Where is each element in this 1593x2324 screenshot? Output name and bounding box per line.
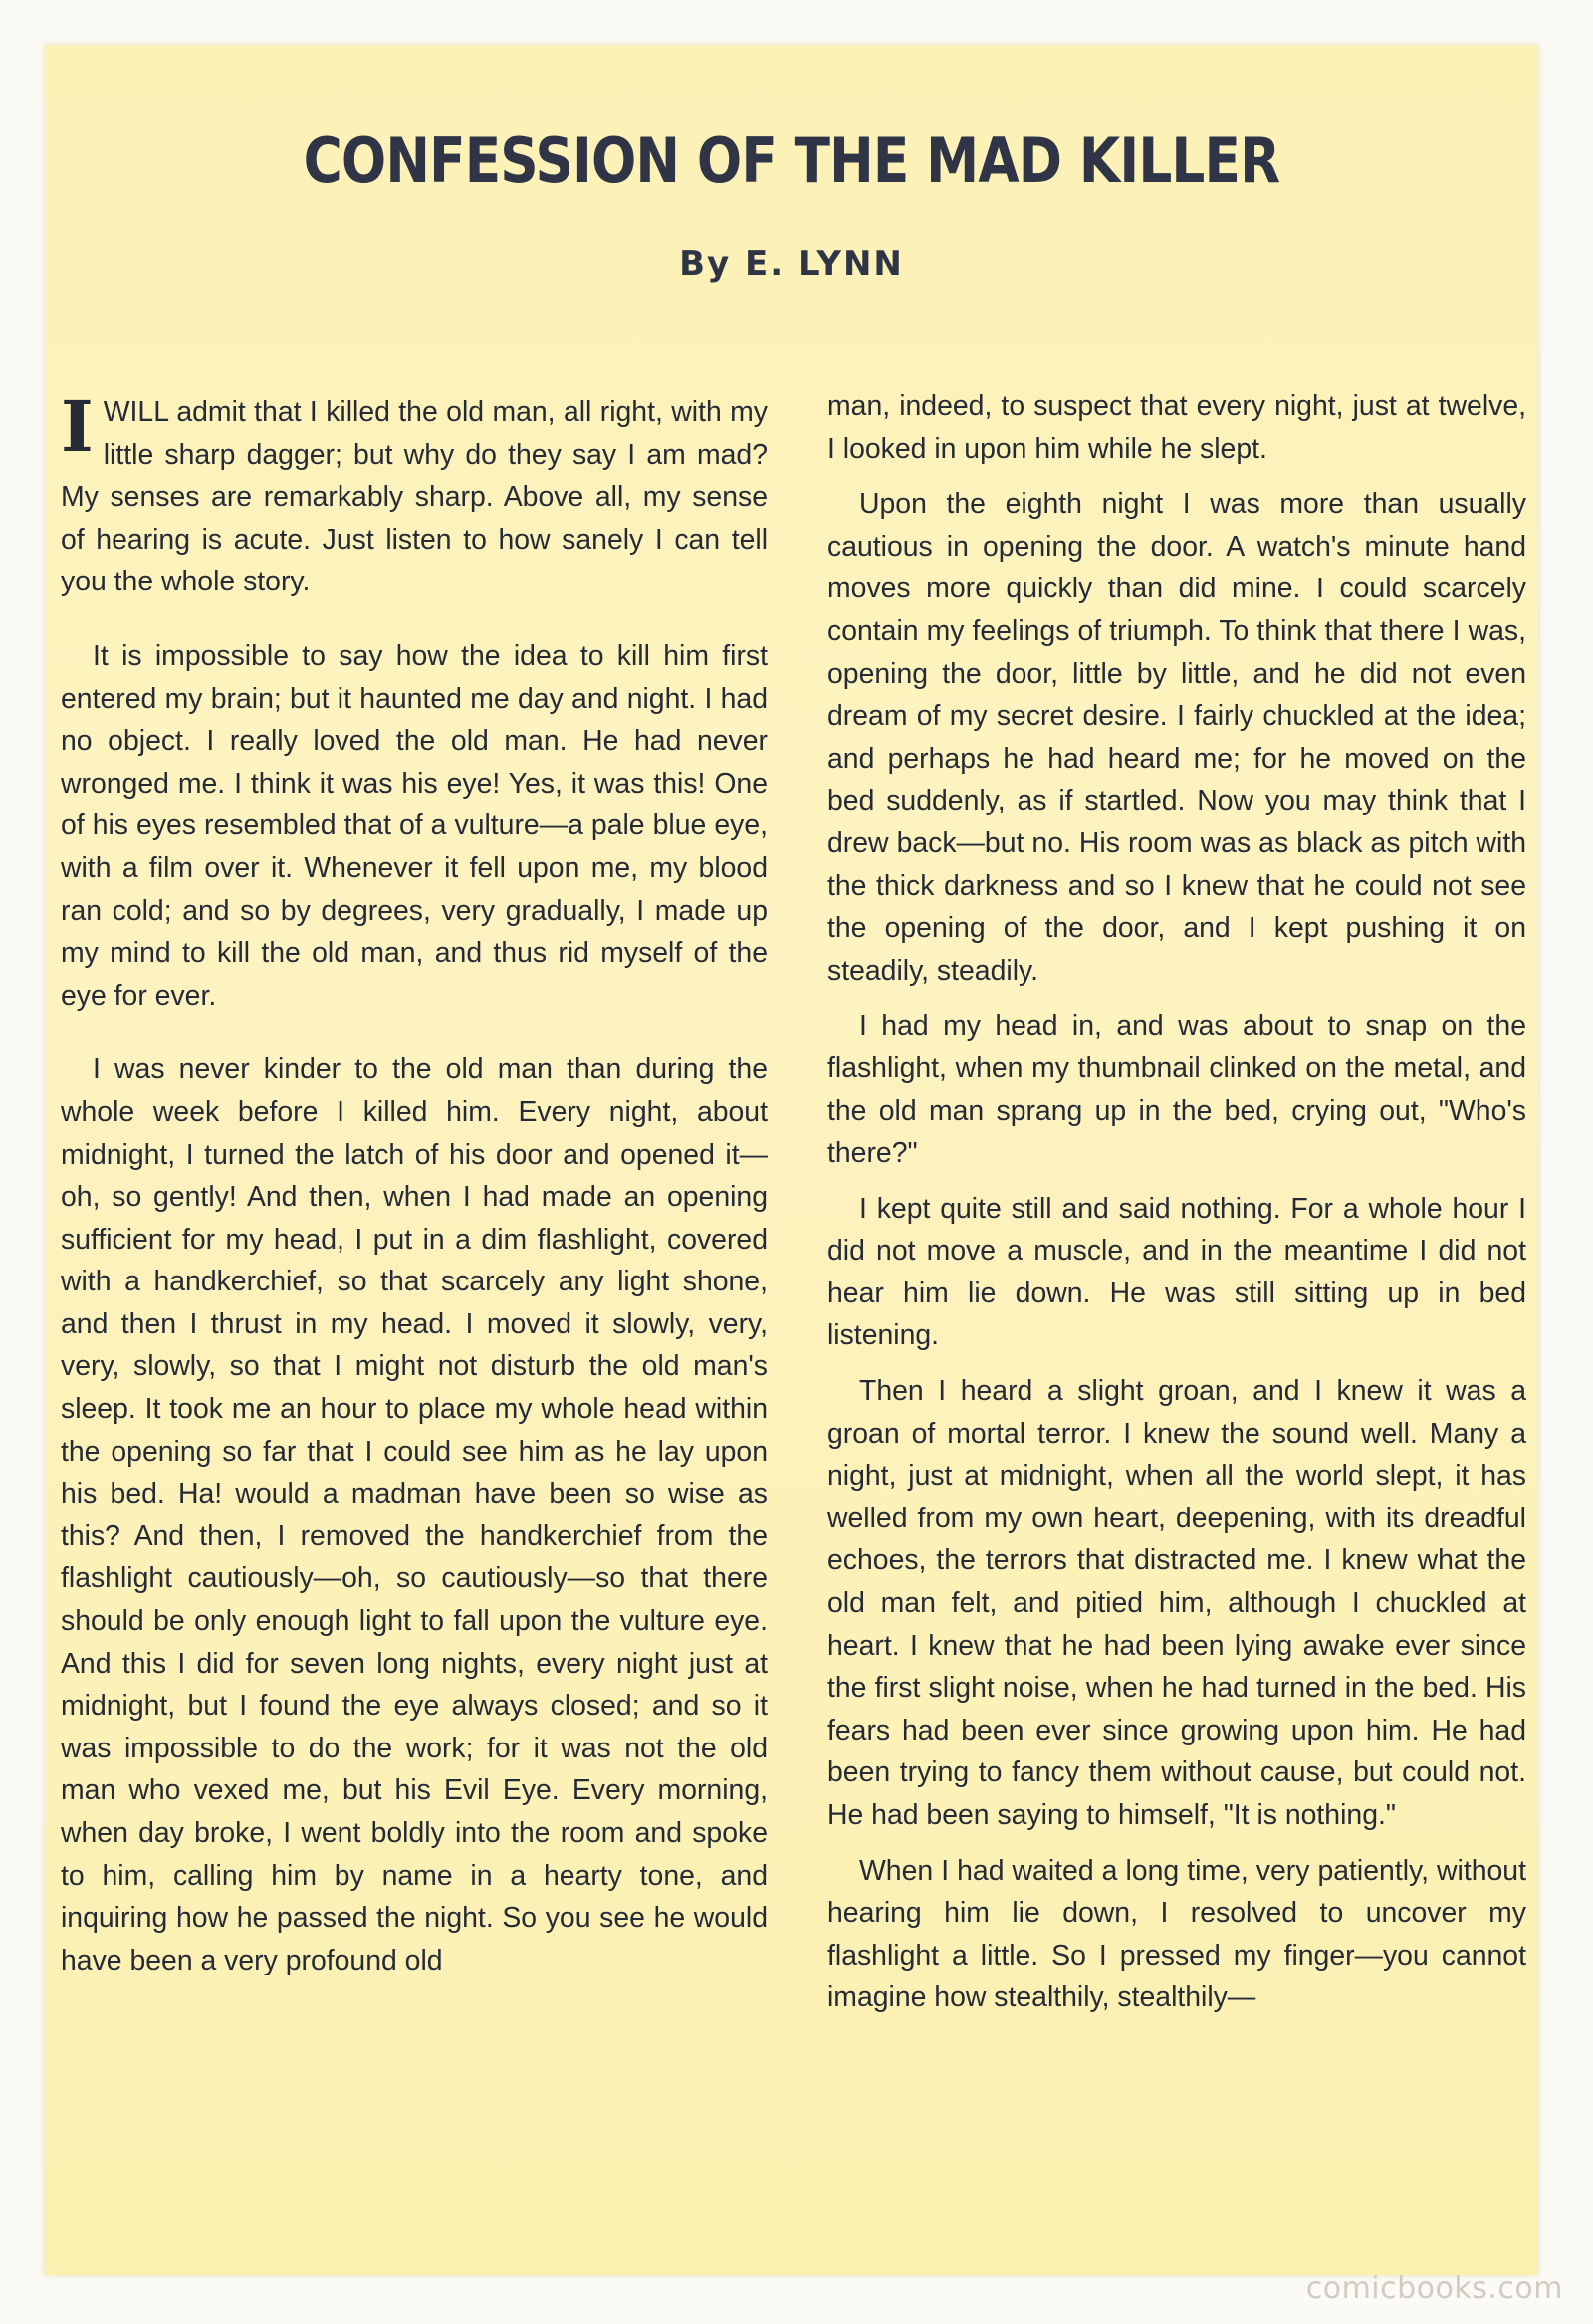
drop-cap: I	[61, 385, 94, 468]
story-byline: By E. LYNN	[679, 244, 904, 284]
paragraph: I had my head in, and was about to snap on the flashlight, when my thumbnail clinked on the metal, and the old man sprang up in the bed, crying out, "Who's there?"	[827, 1010, 1526, 1170]
right-column	[827, 385, 1526, 2019]
story-title: CONFESSION OF THE MAD KILLER	[303, 124, 1280, 197]
paragraph: man, indeed, to suspect that every night, just at twelve, I looked in upon him while he slept.	[827, 390, 1526, 465]
story-page	[45, 45, 1538, 2275]
paragraph: Upon the eighth night I was more than usually cautious in opening the door. A watch's minute hand moves more quickly than did mine. I could scarcely contain my feelings of triumph. To think that there I was, opening the door, little by little, and he did not even dream of my secret desire. I fairly chuckled at the idea; and perhaps he had heard me; for he moved on the bed suddenly, as if startled. Now you may think that I drew back—but no. His room was as black as pitch with the thick darkness and so I knew that he could not see the opening of the door, and I kept pushing it on steadily, steadily.	[827, 488, 1526, 987]
left-column	[61, 385, 768, 1981]
paragraph-text: WILL admit that I killed the old man, all right, with my little sharp dagger; but why do they say I am mad? My senses are remarkably sharp. Above all, my sense of hearing is acute. Just listen to how sanely I can tell you the whole story.	[61, 396, 768, 598]
paragraph	[61, 385, 768, 603]
site-watermark: comicbooks.com	[1305, 2271, 1563, 2306]
paragraph: When I had waited a long time, very patiently, without hearing him lie down, I resolved to uncover my flashlight a little. So I pressed my finger—you cannot imagine how stealthily, stealthily—	[827, 1854, 1526, 2014]
paragraph: I was never kinder to the old man than during the whole week before I killed him. Every night, about midnight, I turned the latch of his door and opened it—oh, so gently! And then, when I had made an opening sufficient for my head, I put in a dim flashlight, covered with a handkerchief, so that scarcely any light shone, and then I thrust in my head. I moved it slowly, very, very, slowly, so that I might not disturb the old man's sleep. It took me an hour to place my whole head within the opening so far that I could see him as he lay upon his bed. Ha! would a madman have been so wise as this? And then, I removed the handkerchief from the flashlight cautiously—oh, so cautiously—so that there should be only enough light to fall upon the vulture eye. And this I did for seven long nights, every night just at midnight, but I found the eye always closed; and so it was impossible to do the work; for it was not the old man who vexed me, but his Evil Eye. Every morning, when day broke, I went boldly into the room and spoke to him, calling him by name in a hearty tone, and inquiring how he passed the night. So you see he would have been a very profound old	[61, 1053, 768, 1976]
paragraph: Then I heard a slight groan, and I knew it was a groan of mortal terror. I knew the sound well. Many a night, just at midnight, when all the world slept, it has welled from my own heart, deepening, with its dreadful echoes, the terrors that distracted me. I knew what the old man felt, and pitied him, although I chuckled at heart. I knew that he had been lying awake ever since the first slight noise, when he had turned in the bed. His fears had been ever since growing upon him. He had been trying to fancy them without cause, but could not. He had been saying to himself, "It is nothing."	[827, 1375, 1526, 1831]
paragraph: It is impossible to say how the idea to kill him first entered my brain; but it haunted me day and night. I had no object. I really loved the old man. He had never wronged me. I think it was his eye! Yes, it was this! One of his eyes resembled that of a vulture—a pale blue eye, with a film over it. Whenever it fell upon me, my blood ran cold; and so by degrees, very gradually, I made up my mind to kill the old man, and thus rid myself of the eye for ever.	[61, 639, 768, 1012]
paragraph: I kept quite still and said nothing. For a whole hour I did not move a muscle, and in the meantime I did not hear him lie down. He was still sitting up in bed listening.	[827, 1192, 1526, 1352]
